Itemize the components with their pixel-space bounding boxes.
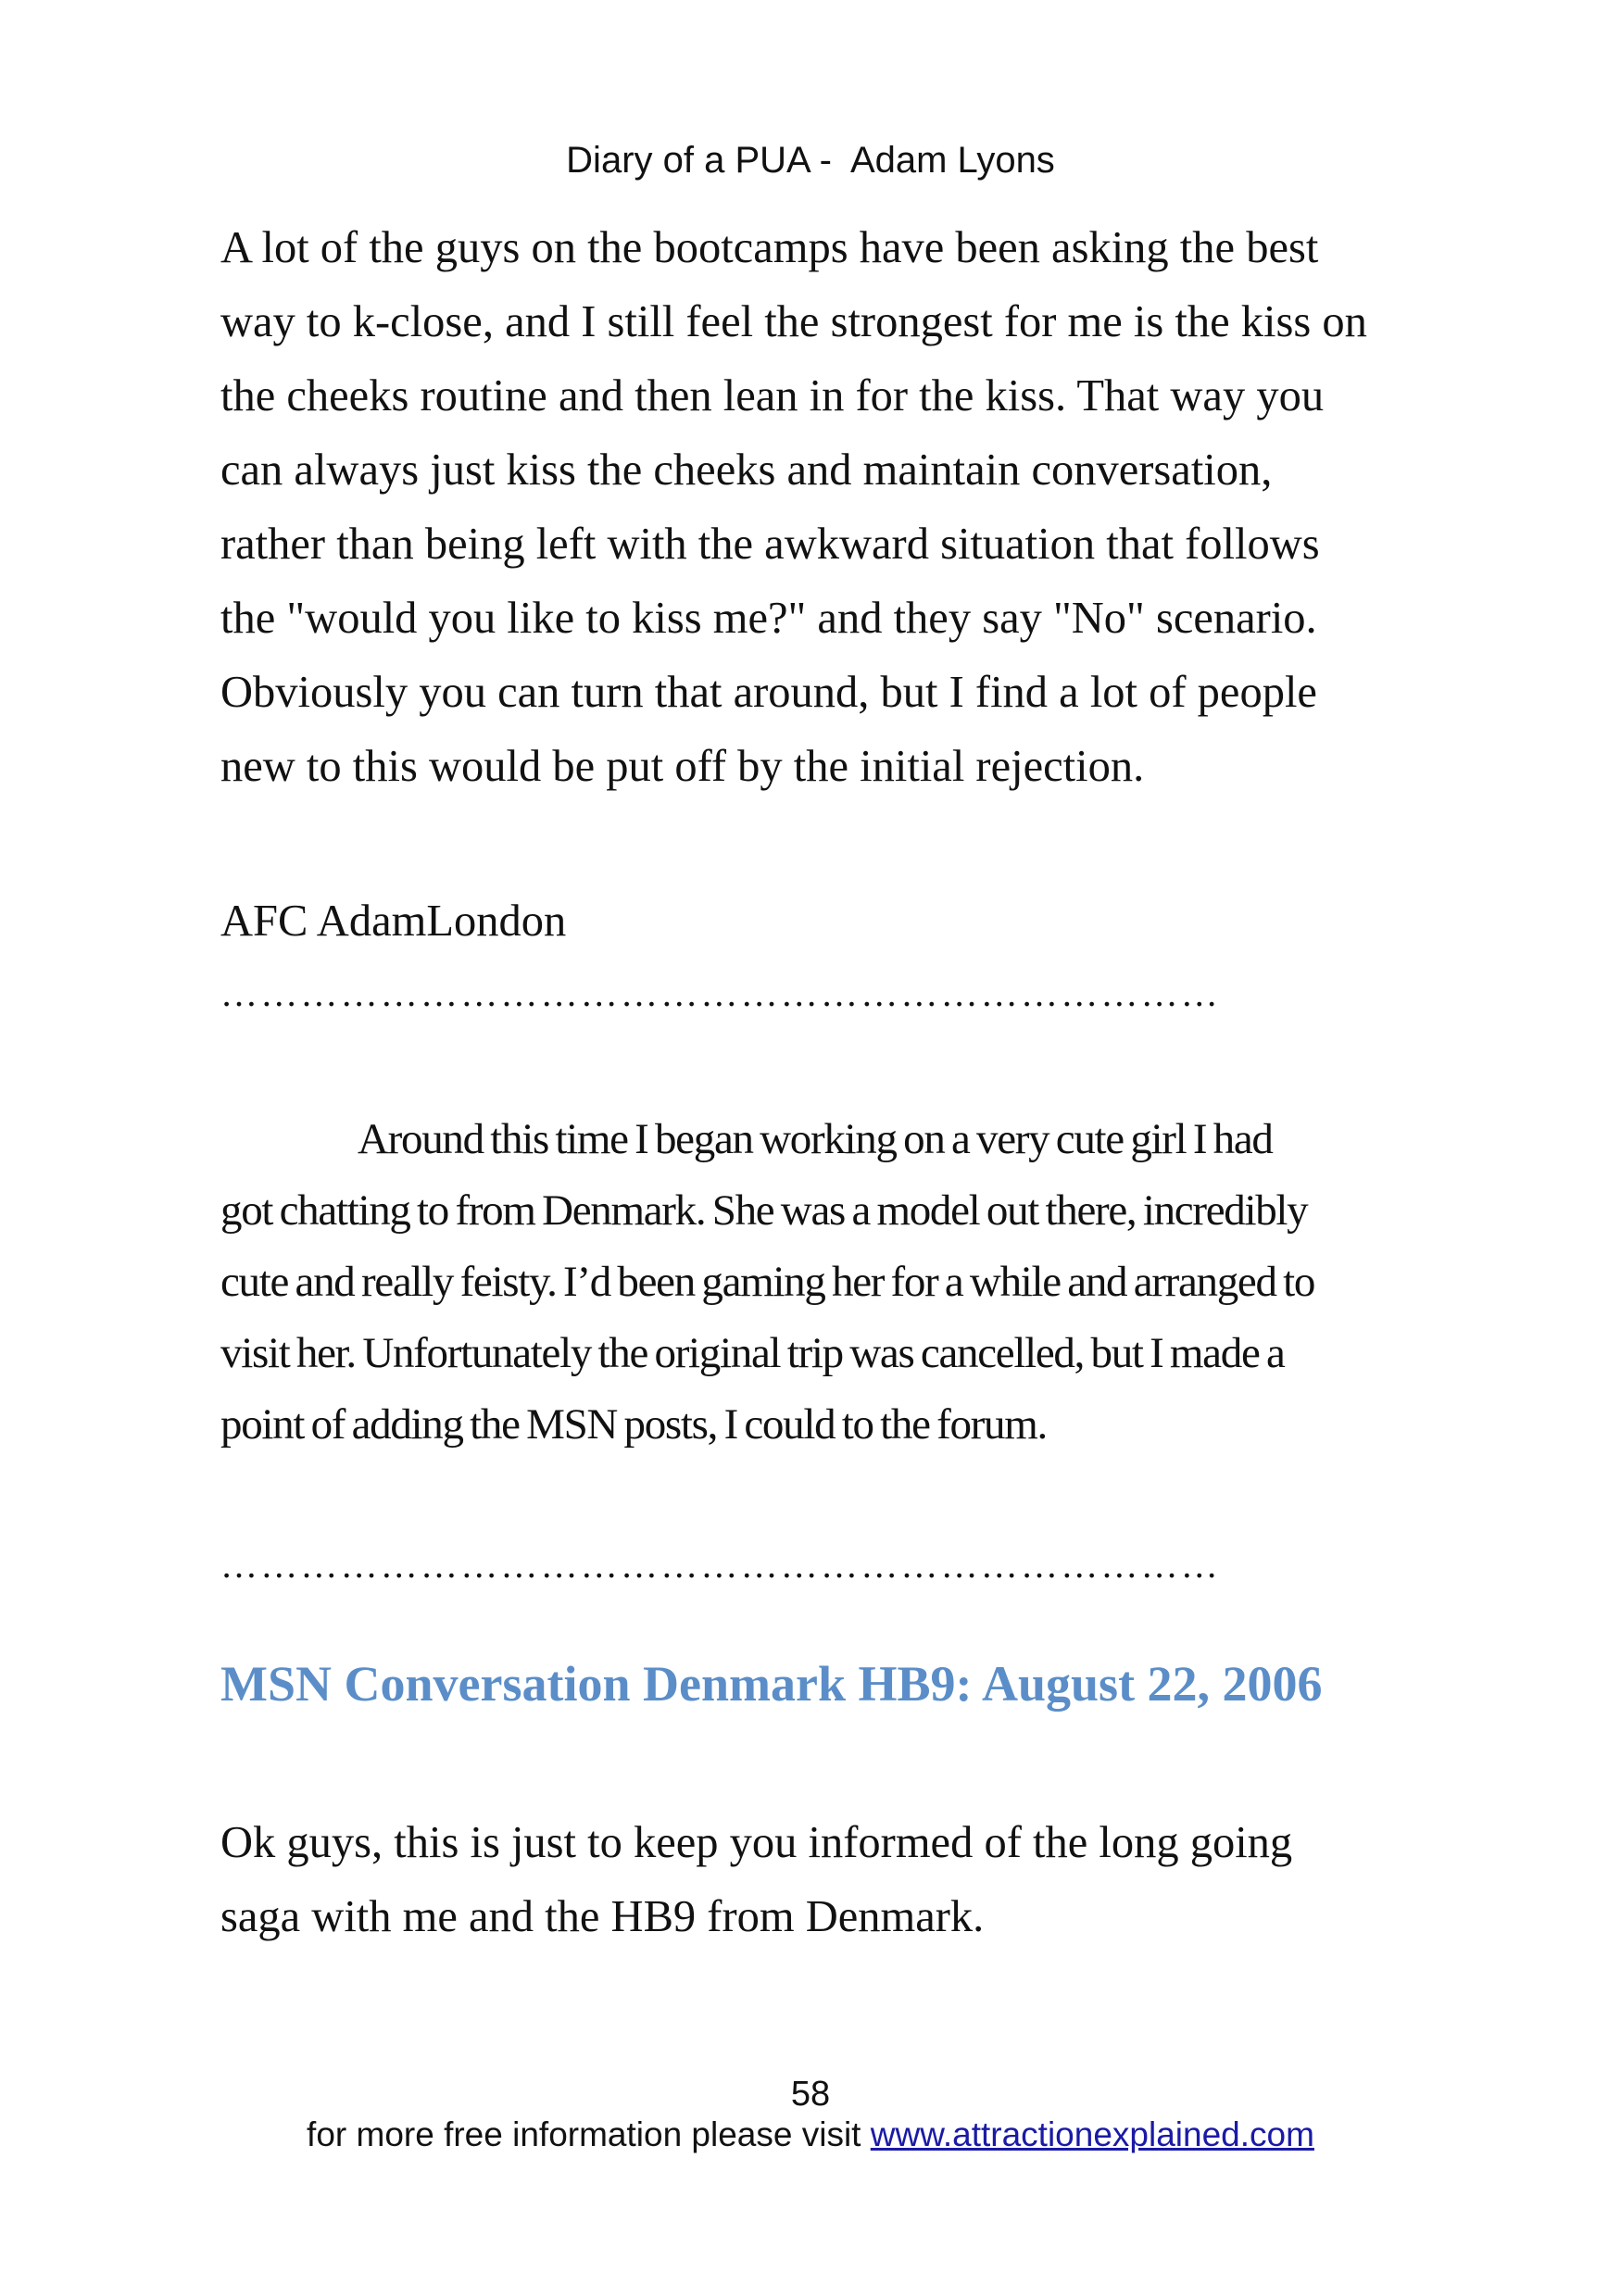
footer-note-text: for more free information please visit — [307, 2115, 871, 2153]
paragraph-kiss-close — [220, 211, 1425, 804]
text-line: cute and really feisty. I’d been gaming her for a while and arranged to — [220, 1258, 1315, 1306]
text-line: point of adding the MSN posts, I could to the forum. — [220, 1400, 1047, 1449]
page-header: Diary of a PUA - Adam Lyons — [566, 140, 1055, 181]
footer-note — [0, 2114, 1621, 2156]
text-line: visit her. Unfortunately the original trip was cancelled, but I made a — [220, 1329, 1285, 1377]
paragraph-denmark-intro — [220, 1104, 1425, 1461]
text-line: Ok guys, this is just to keep you informed of the long going — [220, 1818, 1293, 1867]
page-number: 58 — [790, 2075, 831, 2114]
footer-website-link[interactable]: www.attractionexplained.com — [870, 2115, 1314, 2153]
text-line: the "would you like to kiss me?" and they say "No" scenario. — [220, 594, 1317, 643]
text-line: Around this time I began working on a very cute girl I had — [358, 1115, 1273, 1163]
text-line: can always just kiss the cheeks and maintain conversation, — [220, 445, 1273, 495]
text-line: Obviously you can turn that around, but I find a lot of people — [220, 668, 1317, 717]
paragraph-saga — [220, 1806, 1425, 1954]
text-line: got chatting to from Denmark. She was a model out there, incredibly — [220, 1186, 1308, 1235]
signature — [220, 885, 1425, 959]
text-line: new to this would be put off by the initial rejection. — [220, 742, 1145, 791]
signature-text: AFC AdamLondon — [220, 897, 567, 946]
text-line: way to k-close, and I still feel the strongest for me is the kiss on — [220, 297, 1367, 346]
text-line: the cheeks routine and then lean in for the kiss. That way you — [220, 371, 1325, 420]
text-line: rather than being left with the awkward situation that follows — [220, 520, 1320, 569]
dotted-divider: ………………………………………………………………… — [220, 972, 1221, 1014]
section-heading: MSN Conversation Denmark HB9: August 22, 2006 — [220, 1656, 1323, 1712]
text-line: saga with me and the HB9 from Denmark. — [220, 1892, 985, 1941]
dotted-divider: ………………………………………………………………… — [220, 1544, 1221, 1586]
text-line: A lot of the guys on the bootcamps have been asking the best — [220, 223, 1319, 272]
